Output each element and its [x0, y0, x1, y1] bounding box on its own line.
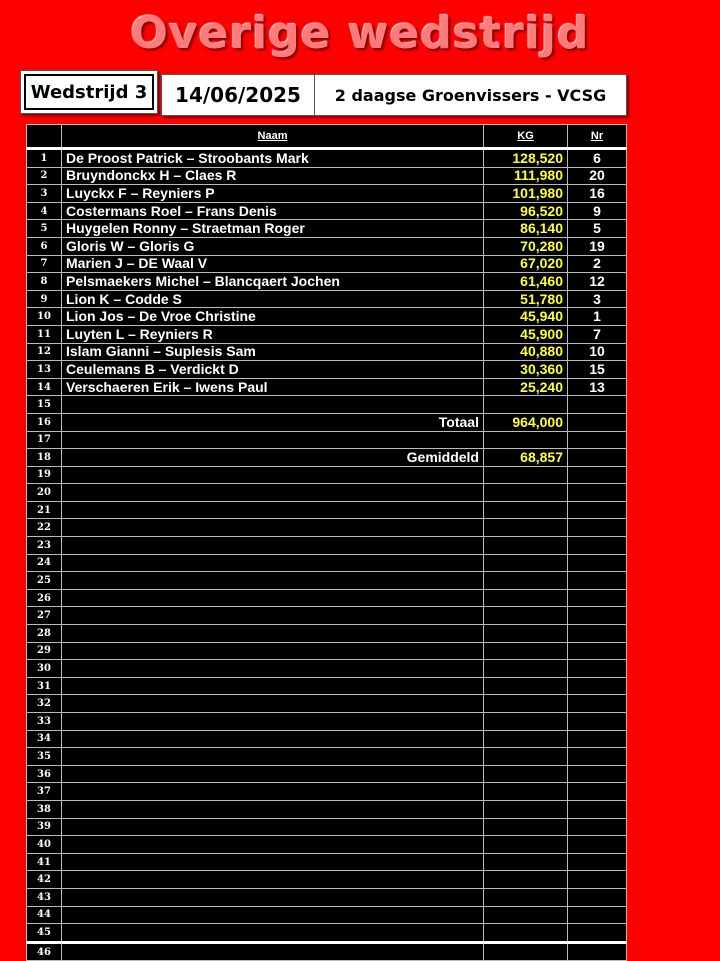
row-nr: 5	[568, 220, 627, 238]
row-nr: 12	[568, 273, 627, 291]
row-name	[62, 924, 484, 943]
table-row	[27, 273, 627, 291]
row-kg: 111,980	[484, 167, 568, 185]
table-row	[27, 361, 627, 379]
row-name	[62, 519, 484, 537]
row-name: Marien J – DE Waal V	[62, 255, 484, 273]
row-name	[62, 625, 484, 643]
row-name: Costermans Roel – Frans Denis	[62, 202, 484, 220]
row-nr	[568, 942, 627, 961]
row-number: 46	[27, 942, 62, 961]
row-name	[62, 466, 484, 484]
row-nr	[568, 871, 627, 889]
row-number: 30	[27, 660, 62, 678]
row-nr	[568, 449, 627, 467]
table-row	[27, 185, 627, 203]
table-row	[27, 449, 627, 467]
row-number: 35	[27, 748, 62, 766]
row-kg	[484, 695, 568, 713]
row-kg	[484, 677, 568, 695]
row-kg: 101,980	[484, 185, 568, 203]
row-name: Ceulemans B – Verdickt D	[62, 361, 484, 379]
row-number: 22	[27, 519, 62, 537]
row-name: Gloris W – Gloris G	[62, 237, 484, 255]
table-row	[27, 378, 627, 396]
table-row	[27, 942, 627, 961]
row-number: 11	[27, 325, 62, 343]
row-name: Lion Jos – De Vroe Christine	[62, 308, 484, 326]
row-kg	[484, 783, 568, 801]
row-nr	[568, 625, 627, 643]
row-number: 27	[27, 607, 62, 625]
row-number: 12	[27, 343, 62, 361]
row-nr	[568, 748, 627, 766]
table-row	[27, 677, 627, 695]
row-name	[62, 888, 484, 906]
row-name	[62, 537, 484, 555]
row-name	[62, 695, 484, 713]
row-number: 32	[27, 695, 62, 713]
row-number: 26	[27, 589, 62, 607]
row-number: 10	[27, 308, 62, 326]
row-number: 14	[27, 378, 62, 396]
table-row	[27, 642, 627, 660]
row-name: Luyten L – Reyniers R	[62, 325, 484, 343]
table-row	[27, 906, 627, 924]
table-row	[27, 290, 627, 308]
row-name	[62, 713, 484, 731]
row-nr	[568, 713, 627, 731]
table-row	[27, 343, 627, 361]
row-nr	[568, 800, 627, 818]
row-name	[62, 484, 484, 502]
row-nr	[568, 501, 627, 519]
row-nr	[568, 765, 627, 783]
row-nr: 20	[568, 167, 627, 185]
row-name	[62, 677, 484, 695]
row-nr: 7	[568, 325, 627, 343]
row-kg	[484, 853, 568, 871]
row-number: 16	[27, 413, 62, 431]
row-name	[62, 783, 484, 801]
row-nr: 19	[568, 237, 627, 255]
table-row	[27, 325, 627, 343]
row-kg: 70,280	[484, 237, 568, 255]
row-name: Luyckx F – Reyniers P	[62, 185, 484, 203]
table-row	[27, 237, 627, 255]
table-row	[27, 501, 627, 519]
row-kg	[484, 607, 568, 625]
row-kg	[484, 396, 568, 414]
row-name: De Proost Patrick – Stroobants Mark	[62, 149, 484, 168]
row-name	[62, 765, 484, 783]
row-nr	[568, 396, 627, 414]
row-number: 17	[27, 431, 62, 449]
row-nr	[568, 853, 627, 871]
header-kg: KG	[484, 125, 568, 149]
table-row	[27, 537, 627, 555]
table-row	[27, 730, 627, 748]
table-row	[27, 202, 627, 220]
row-number: 18	[27, 449, 62, 467]
page-title: Overige wedstrijd	[130, 8, 590, 59]
row-kg	[484, 589, 568, 607]
row-number: 8	[27, 273, 62, 291]
row-kg	[484, 484, 568, 502]
row-kg	[484, 730, 568, 748]
row-number: 39	[27, 818, 62, 836]
table-row	[27, 625, 627, 643]
date-label: 14/06/2025	[161, 74, 315, 116]
row-name	[62, 730, 484, 748]
totaal-label: Totaal	[62, 413, 484, 431]
row-number: 37	[27, 783, 62, 801]
row-nr	[568, 660, 627, 678]
row-number: 9	[27, 290, 62, 308]
row-kg	[484, 924, 568, 943]
row-nr: 13	[568, 378, 627, 396]
row-kg: 30,360	[484, 361, 568, 379]
row-nr	[568, 589, 627, 607]
row-number: 4	[27, 202, 62, 220]
row-name	[62, 853, 484, 871]
row-number: 33	[27, 713, 62, 731]
row-number: 15	[27, 396, 62, 414]
row-name	[62, 396, 484, 414]
row-nr	[568, 677, 627, 695]
row-nr: 10	[568, 343, 627, 361]
row-nr	[568, 519, 627, 537]
row-kg	[484, 642, 568, 660]
row-name: Huygelen Ronny – Straetman Roger	[62, 220, 484, 238]
table-row	[27, 924, 627, 943]
row-nr: 9	[568, 202, 627, 220]
row-nr: 3	[568, 290, 627, 308]
row-name	[62, 607, 484, 625]
row-number: 7	[27, 255, 62, 273]
row-name: Lion K – Codde S	[62, 290, 484, 308]
row-kg	[484, 431, 568, 449]
row-number: 45	[27, 924, 62, 943]
row-kg	[484, 537, 568, 555]
row-kg: 96,520	[484, 202, 568, 220]
row-kg: 61,460	[484, 273, 568, 291]
table-row	[27, 660, 627, 678]
table-row	[27, 800, 627, 818]
row-kg: 128,520	[484, 149, 568, 168]
row-kg	[484, 519, 568, 537]
row-name	[62, 642, 484, 660]
row-kg: 40,880	[484, 343, 568, 361]
table-row	[27, 765, 627, 783]
row-nr	[568, 484, 627, 502]
row-nr	[568, 607, 627, 625]
table-row	[27, 572, 627, 590]
header-nr: Nr	[568, 125, 627, 149]
row-nr	[568, 537, 627, 555]
row-nr	[568, 888, 627, 906]
row-name: Verschaeren Erik – Iwens Paul	[62, 378, 484, 396]
table-header	[27, 125, 627, 149]
row-kg	[484, 906, 568, 924]
row-number: 21	[27, 501, 62, 519]
table-row	[27, 519, 627, 537]
table-row	[27, 888, 627, 906]
row-number: 28	[27, 625, 62, 643]
row-number: 31	[27, 677, 62, 695]
row-name	[62, 906, 484, 924]
row-kg: 51,780	[484, 290, 568, 308]
totaal-value: 964,000	[484, 413, 568, 431]
table-row	[27, 818, 627, 836]
row-kg: 86,140	[484, 220, 568, 238]
row-nr	[568, 413, 627, 431]
row-name	[62, 589, 484, 607]
row-name	[62, 818, 484, 836]
row-kg	[484, 942, 568, 961]
row-nr: 1	[568, 308, 627, 326]
row-number: 43	[27, 888, 62, 906]
row-number: 38	[27, 800, 62, 818]
row-nr	[568, 642, 627, 660]
row-number: 2	[27, 167, 62, 185]
row-number: 25	[27, 572, 62, 590]
row-name	[62, 748, 484, 766]
table-row	[27, 853, 627, 871]
row-nr: 6	[568, 149, 627, 168]
row-nr	[568, 783, 627, 801]
row-nr	[568, 466, 627, 484]
table-row	[27, 836, 627, 854]
row-number: 23	[27, 537, 62, 555]
row-kg	[484, 871, 568, 889]
row-number: 20	[27, 484, 62, 502]
row-name	[62, 501, 484, 519]
row-name	[62, 431, 484, 449]
row-number: 42	[27, 871, 62, 889]
row-name	[62, 871, 484, 889]
row-nr	[568, 431, 627, 449]
row-number: 1	[27, 149, 62, 168]
table-row	[27, 396, 627, 414]
table-row	[27, 554, 627, 572]
row-number: 19	[27, 466, 62, 484]
row-name: Islam Gianni – Suplesis Sam	[62, 343, 484, 361]
row-nr	[568, 572, 627, 590]
table-row	[27, 607, 627, 625]
gemiddeld-label: Gemiddeld	[62, 449, 484, 467]
row-number: 6	[27, 237, 62, 255]
header-num	[27, 125, 62, 149]
row-number: 29	[27, 642, 62, 660]
row-name	[62, 942, 484, 961]
row-name	[62, 660, 484, 678]
row-nr: 16	[568, 185, 627, 203]
table-row	[27, 713, 627, 731]
row-kg	[484, 466, 568, 484]
table-row	[27, 220, 627, 238]
row-name	[62, 836, 484, 854]
table-row	[27, 589, 627, 607]
row-nr: 15	[568, 361, 627, 379]
header-naam: Naam	[62, 125, 484, 149]
table-row	[27, 783, 627, 801]
row-kg	[484, 554, 568, 572]
row-name	[62, 554, 484, 572]
wedstrijd-label-box	[20, 70, 158, 114]
event-label: 2 daagse Groenvissers - VCSG	[314, 74, 627, 116]
row-kg	[484, 713, 568, 731]
table-row	[27, 695, 627, 713]
row-nr	[568, 836, 627, 854]
row-nr: 2	[568, 255, 627, 273]
row-number: 13	[27, 361, 62, 379]
row-number: 24	[27, 554, 62, 572]
wedstrijd-label: Wedstrijd 3	[24, 74, 154, 110]
row-kg: 25,240	[484, 378, 568, 396]
table-row	[27, 255, 627, 273]
row-kg	[484, 818, 568, 836]
row-nr	[568, 924, 627, 943]
row-nr	[568, 554, 627, 572]
results-table	[26, 124, 627, 961]
row-kg: 45,940	[484, 308, 568, 326]
row-kg	[484, 625, 568, 643]
row-kg	[484, 501, 568, 519]
row-name: Bruyndonckx H – Claes R	[62, 167, 484, 185]
row-kg	[484, 748, 568, 766]
row-number: 5	[27, 220, 62, 238]
row-kg	[484, 660, 568, 678]
row-nr	[568, 818, 627, 836]
row-nr	[568, 695, 627, 713]
table-row	[27, 308, 627, 326]
table-row	[27, 466, 627, 484]
row-number: 44	[27, 906, 62, 924]
row-number: 40	[27, 836, 62, 854]
row-number: 41	[27, 853, 62, 871]
row-nr	[568, 906, 627, 924]
row-kg	[484, 888, 568, 906]
table-row	[27, 167, 627, 185]
table-row	[27, 748, 627, 766]
table-row	[27, 413, 627, 431]
row-number: 34	[27, 730, 62, 748]
table-row	[27, 484, 627, 502]
row-number: 3	[27, 185, 62, 203]
gemiddeld-value: 68,857	[484, 449, 568, 467]
row-kg: 67,020	[484, 255, 568, 273]
row-kg	[484, 572, 568, 590]
row-number: 36	[27, 765, 62, 783]
row-nr	[568, 730, 627, 748]
table-row	[27, 149, 627, 168]
row-kg	[484, 765, 568, 783]
row-kg: 45,900	[484, 325, 568, 343]
row-kg	[484, 800, 568, 818]
row-name: Pelsmaekers Michel – Blancqaert Jochen	[62, 273, 484, 291]
table-row	[27, 431, 627, 449]
row-kg	[484, 836, 568, 854]
row-name	[62, 800, 484, 818]
table-row	[27, 871, 627, 889]
row-name	[62, 572, 484, 590]
